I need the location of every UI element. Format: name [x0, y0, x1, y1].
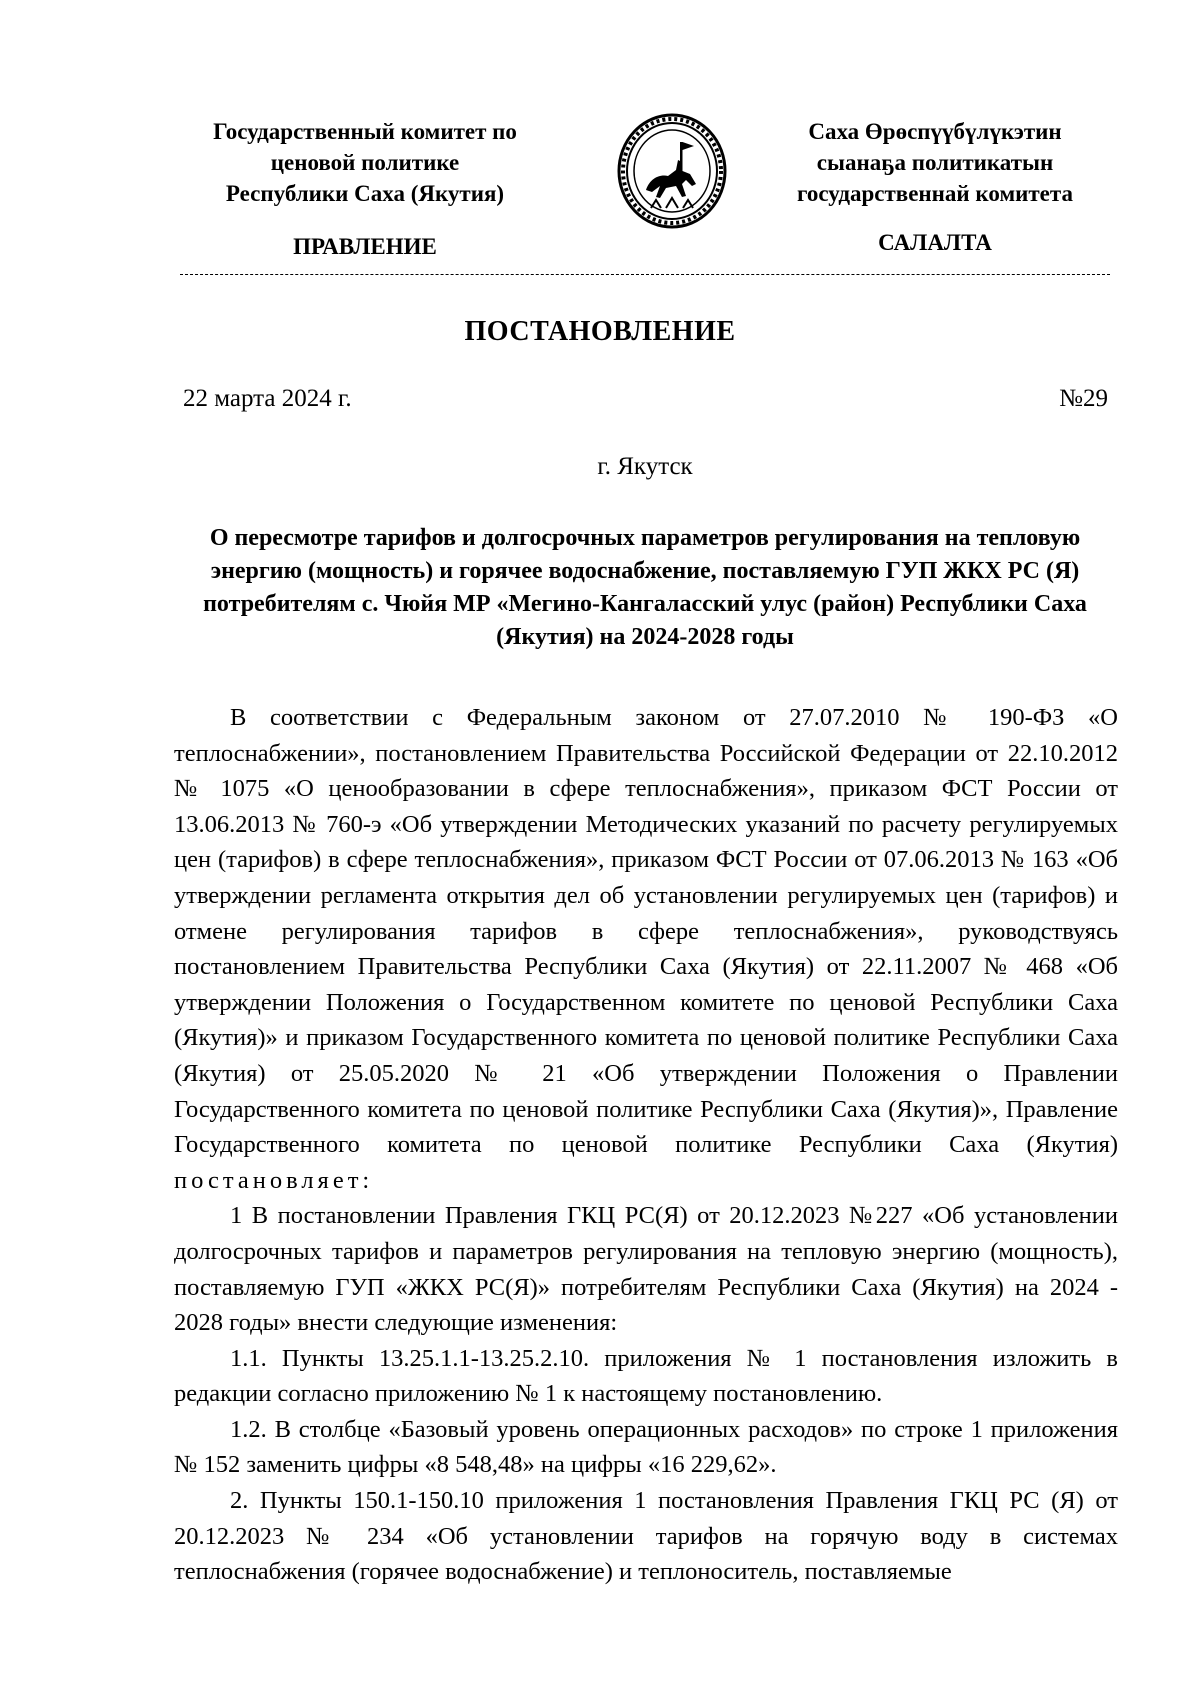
org-name-line: Саха Өрөспүүбүлүкэтин — [808, 119, 1062, 144]
resolves-word: постановляет: — [174, 1166, 374, 1194]
document-city: г. Якутск — [597, 453, 693, 480]
body-paragraph — [174, 700, 1118, 1198]
org-name-line: ценовой политике — [270, 150, 460, 175]
document-date: 22 марта 2024 г. — [183, 385, 352, 412]
board-label-russian: ПРАВЛЕНИЕ — [293, 234, 437, 259]
body-paragraph: 1.2. В столбце «Базовый уровень операционных расходов» по строке 1 приложения № 152 заменить цифры «8 548,48» на цифры «16 229,62». — [174, 1415, 1118, 1479]
paragraph-text: В соответствии с Федеральным законом от 27.07.2010 № 190-ФЗ «О теплоснабжении», постановлением Правительства Российской Федерации от 22.10.2012 № 1075 «О ценообразовании в сфере теплоснабжения», приказом ФСТ России от 13.06.2013 № 760-э «Об утверждении Методических указаний по расчету регулируемых цен (тарифов) в сфере теплоснабжения», приказом ФСТ России от 07.06.2013 № 163 «Об утверждении регламента открытия дел об установлении регулируемых цен (тарифов) и отмене регулирования тарифов в сфере теплоснабжения», руководствуясь постановлением Правительства Республики Саха (Якутия) от 22.11.2007 № 468 «Об утверждении Положения о Государственном комитете по ценовой Республики Саха (Якутия)» и приказом Государственного комитета по ценовой политике Республики Саха (Якутия) от 25.05.2020 № 21 «Об утверждении Положения о Правлении Государственного комитета по ценовой политике Республики Саха (Якутия)», Правление Государственного комитета по ценовой политике Республики Саха (Якутия) — [174, 704, 1118, 1159]
board-label-yakut: САЛАЛТА — [878, 230, 992, 255]
org-name-russian — [195, 116, 535, 209]
document-body — [174, 700, 1118, 1590]
coat-of-arms-emblem-icon — [616, 112, 728, 230]
org-name-line: Государственный комитет по — [213, 119, 517, 144]
org-name-line: сыанаҕа политикатын — [816, 150, 1054, 175]
body-paragraph: 1.1. Пункты 13.25.1.1-13.25.2.10. приложения № 1 постановления изложить в редакции согласно приложению № 1 к настоящему постановлению. — [174, 1344, 1118, 1408]
document-type-heading: ПОСТАНОВЛЕНИЕ — [464, 316, 736, 347]
body-paragraph: 2. Пункты 150.1-150.10 приложения 1 постановления Правления ГКЦ РС (Я) от 20.12.2023 № 234 «Об установлении тарифов на горячую воду в системах теплоснабжения (горячее водоснабжение) и теплоноситель, поставляемые — [174, 1487, 1118, 1586]
document-number: №29 — [1059, 385, 1108, 412]
header-divider — [180, 274, 1110, 275]
org-name-line: государственнай комитета — [797, 181, 1073, 206]
org-name-line: Республики Саха (Якутия) — [225, 181, 505, 206]
body-paragraph: 1 В постановлении Правления ГКЦ РС(Я) от 20.12.2023 №227 «Об установлении долгосрочных тарифов и параметров регулирования на тепловую энергию (мощность), поставляемую ГУП «ЖКХ РС(Я)» потребителям Республики Саха (Якутия) на 2024 - 2028 годы» внести следующие изменения: — [174, 1202, 1118, 1337]
document-header — [175, 112, 1115, 262]
document-title: О пересмотре тарифов и долгосрочных параметров регулирования на тепловую энергию (мощность) и горячее водоснабжение, поставляемую ГУП ЖКХ РС (Я) потребителям с. Чюйя МР «Мегино-Кангаласский улус (район) Республики Саха (Якутия) на 2024-2028 годы — [203, 525, 1087, 650]
org-name-yakut — [765, 116, 1105, 209]
